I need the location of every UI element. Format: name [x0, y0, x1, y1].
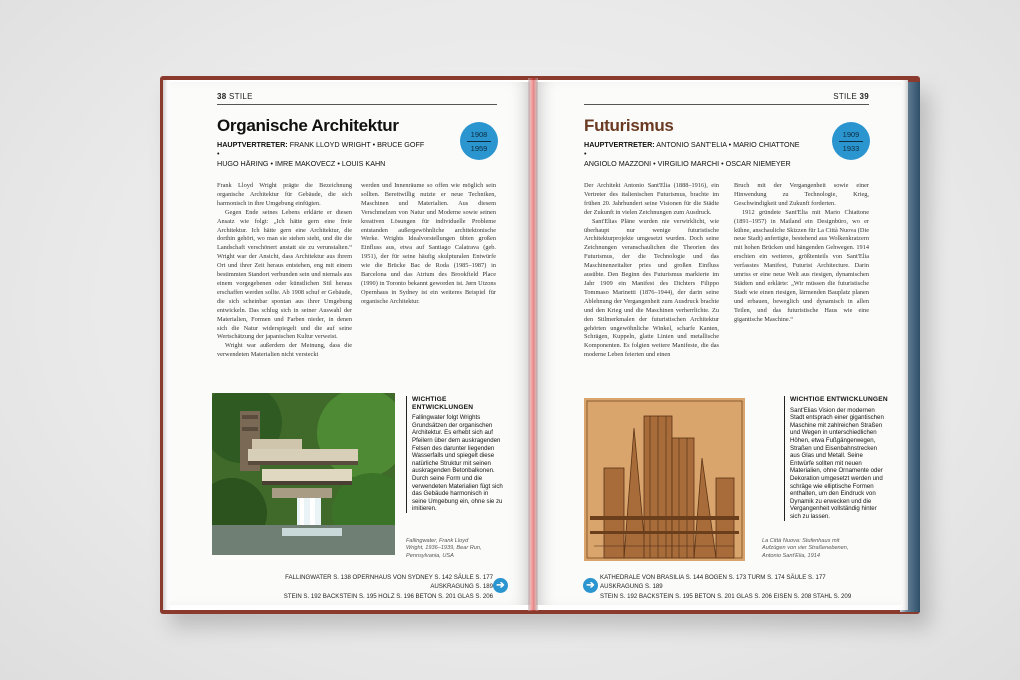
key-developments-text: Sant'Elias Vision der modernen Stadt entsprach einer gigantischen Maschine mit zahlreichen Straßen und Wegen in unterschiedlichen Höhen, etwa Fußgängerwegen, Straßen und Eisenbahnstrecken aus Glas und Metall. Seine Entwürfe sollten mit neuen Materialien, ohne Ornamente oder Dekoration umgesetzt werden und schräge wie elliptische Formen enthalten, um den Eindruck von Dynamik zu erwecken und die Vergangenheit vollständig hinter sich zu lassen. [790, 406, 884, 520]
xref-line-2: STEIN S. 192 BACKSTEIN S. 195 HOLZ S. 196 BETON S. 201 GLAS S. 206 [283, 592, 493, 600]
representatives-line2: ANGIOLO MAZZONI • VIRGILIO MARCHI • OSCAR NIEMEYER [584, 158, 791, 168]
fallingwater-photo [212, 393, 395, 555]
key-developments-box [406, 396, 504, 513]
date-divider [839, 141, 863, 142]
paragraph: Bruch mit der Vergangenheit sowie einer Hinwendung zu Technologie, Krieg, Geschwindigkeit und Zukunft forderten. [734, 182, 869, 207]
cross-references [258, 573, 493, 601]
representatives-line1: FRANK LLOYD WRIGHT • BRUCE GOFF • [217, 140, 425, 159]
key-developments-text: Fallingwater folgt Wrights Grundsätzen der organischen Architektur. Es erhebt sich auf Pfeilern über dem auskragenden Felsen des darunter liegenden Wasserfalls und spiegelt diese natürliche Struktur mit seinen auskragenden Betonbalkonen. Durch seine Form und die verwendeten Materialien fügt sich das Gebäude harmonisch in seine Umgebung ein, ohne sie zu imitieren. [412, 414, 503, 513]
key-developments-heading: WICHTIGE ENTWICKLUNGEN [790, 396, 888, 403]
citta-nuova-drawing [584, 398, 745, 561]
section-label: STILE [833, 92, 857, 101]
paragraph: Wright war außerdem der Meinung, dass die verwendeten Materialien nicht versteckt [217, 342, 352, 359]
date-from: 1909 [842, 129, 860, 139]
key-developments-heading: WICHTIGE ENTWICKLUNGEN [412, 396, 474, 411]
date-from: 1908 [470, 129, 488, 139]
representatives-label: HAUPTVERTRETER: [584, 140, 655, 149]
date-badge [460, 122, 498, 160]
page-title: Futurismus [584, 116, 674, 135]
key-developments-box [784, 396, 888, 521]
date-badge [832, 122, 870, 160]
next-arrow-icon: ➔ [583, 578, 598, 593]
book-spine [528, 78, 538, 611]
left-page [170, 82, 530, 605]
header-rule [584, 104, 869, 105]
paragraph: Der Architekt Antonio Sant'Elia (1888–1916), ein Vertreter des italienischen Futurismus, brachte im frühen 20. Jahrhundert seine Visionen für die Städte der Zukunft in vielen Zeichnungen zum Ausdruck. [584, 182, 719, 216]
date-to: 1959 [470, 143, 488, 153]
body-column-1 [217, 182, 352, 360]
representatives [217, 140, 427, 168]
date-to: 1933 [842, 143, 860, 153]
paragraph: werden und Innenräume so offen wie möglich sein sollten. Bereitwillig nutzte er neue Techniken, Maschinen und Materialien. Aus diesem Verschmelzen von Natur und Moderne sowie seinen kreativen Lösungen für individuelle Probleme entstanden außergewöhnliche architektonische Werke. Wrights Idealvorstellungen übten großen Einfluss aus, etwa auf Santiago Calatrava (geb. 1951), der für seine häufig skulpturalen Entwürfe wie die Brücke Bac de Roda (1985–1987) in Barcelona und das Atrium des Brookfield Place (1990) in Toronto bekannt geworden ist. Jørn Utzons Opernhaus in Sydney ist ein weiteres Beispiel für organische Architektur. [361, 182, 496, 305]
page-number: 39 [859, 92, 869, 101]
section-label: STILE [229, 92, 253, 101]
fallingwater-illustration [212, 393, 395, 555]
next-arrow-icon: ➔ [493, 578, 508, 593]
representatives-line1: ANTONIO SANT'ELIA • MARIO CHIATTONE • [584, 140, 800, 159]
xref-line-1: KATHEDRALE VON BRASILIA S. 144 BOGEN S. 173 TURM S. 174 SÄULE S. 177 AUSKRAGUNG S. 189 [600, 574, 826, 591]
paragraph: Sant'Elias Pläne wurden nie verwirklicht, wie überhaupt nur wenige futuristische Architekturprojekte umgesetzt wurden. Doch seine Zeichnungen veranschaulichen die Theorien des Futurismus, der die Technologie und das Maschinenzeitalter pries und großen Einfluss ausübte. Den Beginn des Futurismus markierte im Jahr 1909 ein Manifest des Dichters Filippo Tommaso Marinetti (1876–1944), der darin seine Ablehnung der Vergangenheit zum Ausdruck brachte und den Krieg und die Maschinen verherrlichte. Zu den Stilmerkmalen der futuristischen Architektur gehörten ungewöhnliche Winkel, scharfe Kanten, Schrägen, Kuppeln, glatte Linien und metallische Komponenten. Es folgten weitere Manifeste, die das moderne Leben feierten und einen [584, 217, 719, 359]
citta-nuova-illustration [584, 398, 745, 561]
photo-caption: Fallingwater, Frank Lloyd Wright, 1936–1939, Bear Run, Pennsylvania, USA [406, 538, 482, 559]
representatives-label: HAUPTVERTRETER: [217, 140, 288, 149]
body-column-2 [361, 182, 496, 307]
xref-line-1: FALLINGWATER S. 138 OPERNHAUS VON SYDNEY S. 142 SÄULE S. 177 AUSKRAGUNG S. 189 [285, 574, 493, 591]
body-column-1 [584, 182, 719, 360]
header-rule [217, 104, 497, 105]
representatives-line2: HUGO HÄRING • IMRE MAKOVECZ • LOUIS KAHN [217, 158, 386, 168]
paragraph: Gegen Ende seines Lebens erklärte er diesen Ansatz wie folgt: „Ich hätte gern eine freie Architektur. Ich hätte gern eine Architektur, die dorthin gehört, wo man sie stehen sieht, und die die Landschaft verschönert anstatt sie zu verunstalten.“ Wright war der Ansicht, dass Architektur aus ihrem Ort und ihrer Zeit heraus entstehen, eng mit einem bestimmten Standort verbunden sein und niemals aus einem vorgegebenen oder künstlichen Stil heraus erschaffen werden sollte. Ab 1908 schuf er Gebäude, die sich scheinbar spontan aus ihrer Umgebung entwickeln. Das schlug sich in seiner Auswahl der Materialien, Formen und Farben nieder, in denen sich die Natur widerspiegelt und die auf seine Wertschätzung der japanischen Kultur verweist. [217, 208, 352, 341]
paragraph: 1912 gründete Sant'Elia mit Mario Chiattone (1891–1957) in Mailand ein Designbüro, wo er kühne, anschauliche Skizzen für La Città Nuova (Die neue Stadt) anfertigte, bestehend aus Wolkenkratzern mit hohen Brücken und hängenden Gehwegen. 1914 erschien ein weiteres, größtenteils von Sant'Elia verfasstes Manifest, Futurist Architecture. Darin umriss er eine neue Welt aus riesigen, dynamischen Städten und erklärte: „Wir müssen die futuristische Stadt wie einen riesigen, lärmenden Bauplatz planen und erbauen, beweglich und dynamisch in allen Teilen, und das futuristische Haus wie eine gigantische Maschine.“ [734, 208, 869, 323]
xref-line-2: STEIN S. 192 BACKSTEIN S. 195 BETON S. 201 GLAS S. 206 EISEN S. 208 STAHL S. 209 [600, 592, 852, 600]
running-head [217, 92, 253, 101]
body-column-2 [734, 182, 869, 325]
paragraph: Frank Lloyd Wright prägte die Bezeichnung organische Architektur für Gebäude, die sich harmonisch in ihre Umgebung einfügten. [217, 182, 352, 207]
cross-references [600, 573, 870, 601]
representatives [584, 140, 804, 168]
page-title: Organische Architektur [217, 116, 399, 135]
photo-caption: La Città Nuova: Stufenhaus mit Aufzügen von vier Straßenebenen, Antonio Sant'Elia, 1914 [762, 538, 849, 559]
running-head [833, 92, 869, 101]
date-divider [467, 141, 491, 142]
right-page [536, 82, 901, 605]
page-number: 38 [217, 92, 227, 101]
